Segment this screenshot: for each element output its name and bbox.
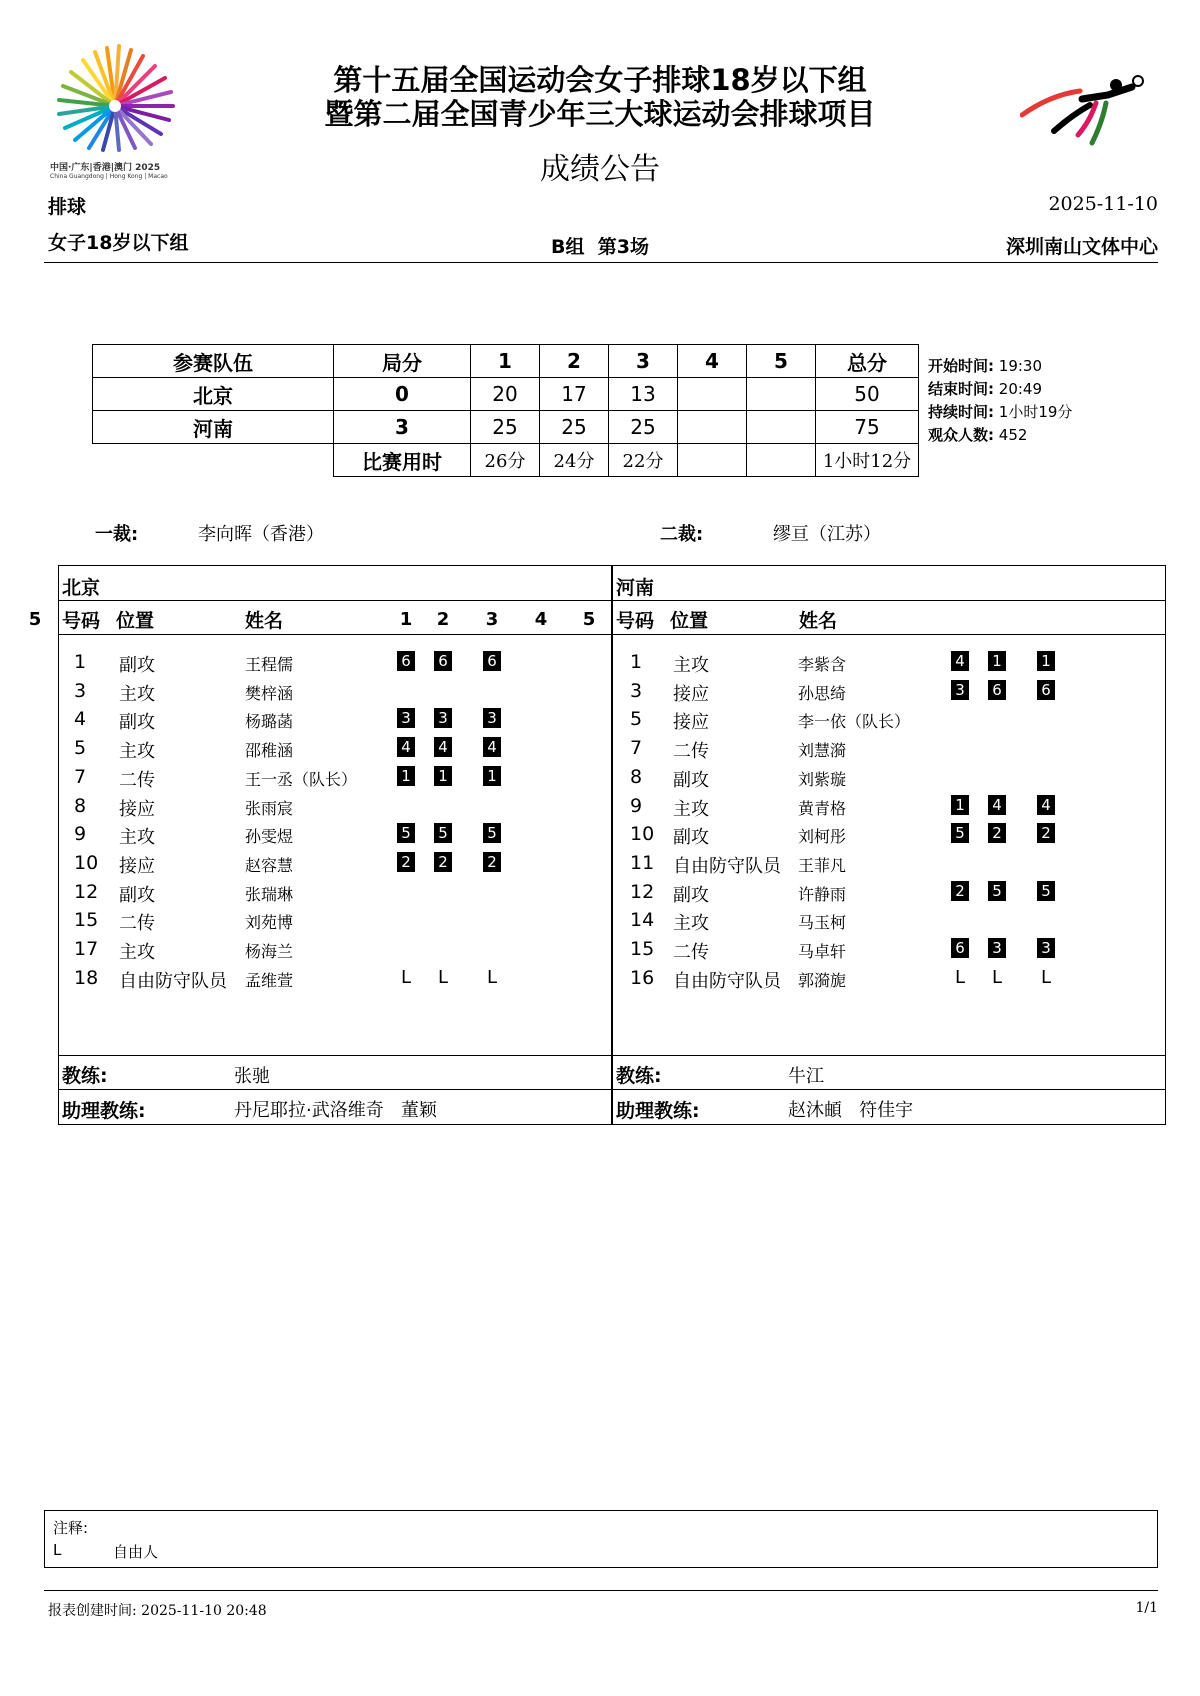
total-duration: 1小时12分 [816, 444, 919, 477]
row-divider [59, 1089, 611, 1090]
player-position: 接应 [673, 683, 709, 705]
coach-name: 牛江 [788, 1066, 824, 1087]
category-label: 女子18岁以下组 [48, 232, 189, 254]
duration-value: 1小时19分 [998, 403, 1073, 421]
player-name: 赵容慧 [245, 855, 294, 875]
title-line1: 第十五届全国运动会女子排球18岁以下组 [333, 63, 867, 97]
audience-label: 观众人数: [928, 426, 994, 444]
rotation-box: 2 [951, 881, 969, 901]
player-position: 副攻 [119, 712, 155, 734]
player-position: 自由防守队员 [673, 855, 781, 877]
player-position: 接应 [119, 798, 155, 820]
player-position: 二传 [673, 942, 709, 963]
rotation-box: 2 [483, 852, 501, 872]
assistant-coach-names: 丹尼耶拉·武洛维奇 董颖 [234, 1100, 437, 1121]
rotation-box: 6 [951, 938, 969, 958]
libero-mark: L [437, 966, 449, 988]
col-set: 3 [485, 609, 499, 630]
logo-subcaption: China Guangdong | Hong Kong | Macao [50, 173, 168, 180]
rotation-box: 1 [483, 766, 501, 786]
player-number: 3 [630, 679, 643, 702]
first-referee: 李向晖（香港） [198, 524, 324, 545]
set-score [678, 411, 747, 444]
player-name: 王菲凡 [798, 855, 847, 875]
match-info [928, 355, 1072, 447]
rotation-box: 3 [951, 680, 969, 700]
col-set1: 1 [471, 345, 540, 378]
set-duration: 22分 [609, 444, 678, 477]
player-position: 主攻 [673, 798, 709, 820]
col-set5: 5 [747, 345, 816, 378]
player-position: 主攻 [119, 827, 155, 849]
first-referee-label: 一裁: [95, 524, 139, 545]
col-name: 姓名 [799, 610, 838, 632]
notes-key: L [53, 1541, 62, 1559]
rotation-box: 4 [951, 651, 969, 671]
team-name: 北京 [93, 378, 334, 411]
coach-label: 教练: [616, 1065, 662, 1087]
set-duration: 24分 [540, 444, 609, 477]
assistant-coach-label: 助理教练: [616, 1100, 700, 1122]
coach-label: 教练: [62, 1065, 108, 1087]
libero-mark: L [486, 966, 498, 988]
rotation-box: 1 [951, 795, 969, 815]
header-divider [44, 262, 1158, 263]
footer-divider [44, 1590, 1158, 1591]
player-name: 樊梓涵 [245, 683, 294, 703]
player-number: 9 [74, 823, 87, 846]
set-score: 20 [471, 378, 540, 411]
col-set: 4 [534, 609, 548, 630]
rotation-box: 1 [1037, 651, 1055, 671]
rotation-box: 4 [1037, 795, 1055, 815]
player-number: 7 [74, 765, 87, 788]
col-team: 参赛队伍 [93, 345, 334, 378]
player-number: 15 [74, 909, 99, 932]
player-name: 孟维萱 [245, 970, 294, 990]
player-number: 16 [630, 966, 655, 989]
match-label: B组 第3场 [551, 236, 649, 258]
duration-label: 持续时间: [928, 403, 994, 421]
rotation-box: 5 [1037, 881, 1055, 901]
set-score [747, 411, 816, 444]
player-position: 副攻 [673, 769, 709, 791]
empty-cell [93, 444, 334, 477]
rotation-box: 5 [988, 881, 1006, 901]
player-position: 主攻 [119, 741, 155, 763]
set-score: 25 [471, 411, 540, 444]
player-name: 刘紫璇 [798, 769, 847, 789]
col-position: 位置 [670, 610, 709, 632]
duration-row [93, 444, 919, 477]
col-set: 2 [436, 609, 450, 630]
player-number: 1 [630, 651, 643, 673]
player-name: 马玉柯 [798, 913, 847, 933]
notes-value: 自由人 [113, 1543, 159, 1561]
row-divider [59, 600, 611, 601]
rotation-box: 6 [1037, 680, 1055, 700]
col-set4: 4 [678, 345, 747, 378]
player-number: 1 [74, 651, 87, 673]
rotation-box: 1 [434, 766, 452, 786]
player-position: 自由防守队员 [119, 970, 227, 992]
page-number: 1/1 [1135, 1600, 1158, 1616]
notes-label: 注释: [53, 1519, 89, 1537]
player-name: 黄青格 [798, 798, 847, 818]
player-position: 副攻 [119, 884, 155, 906]
set-score [747, 378, 816, 411]
set-duration [747, 444, 816, 477]
player-position: 主攻 [673, 655, 709, 676]
rotation-box: 5 [397, 823, 415, 843]
player-number: 17 [74, 938, 99, 960]
start-label: 开始时间: [928, 357, 994, 375]
set-duration: 26分 [471, 444, 540, 477]
title-line2: 暨第二届全国青少年三大球运动会排球项目 [324, 97, 876, 131]
rotation-box: 2 [434, 852, 452, 872]
row-divider [613, 1089, 1165, 1090]
rotation-box: 3 [988, 938, 1006, 958]
rotation-box: 6 [397, 651, 415, 671]
sport-label: 排球 [48, 196, 87, 218]
player-name: 马卓轩 [798, 942, 847, 961]
col-number: 号码 [616, 610, 655, 632]
player-position: 二传 [119, 769, 155, 791]
score-table [92, 344, 919, 477]
row-divider [613, 1055, 1165, 1056]
libero-mark: L [1040, 966, 1052, 988]
rotation-box: 1 [988, 651, 1006, 671]
player-name: 刘慧漪 [798, 741, 847, 761]
match-date: 2025-11-10 [1048, 193, 1158, 215]
rotation-box: 2 [397, 852, 415, 872]
set-score: 17 [540, 378, 609, 411]
set-score: 25 [540, 411, 609, 444]
set-score: 25 [609, 411, 678, 444]
player-name: 李一依（队长） [798, 712, 911, 732]
coach-name: 张驰 [234, 1066, 270, 1087]
rotation-box: 6 [483, 651, 501, 671]
player-number: 12 [630, 880, 655, 903]
rotation-box: 3 [397, 708, 415, 728]
venue-label: 深圳南山文体中心 [1005, 236, 1158, 258]
player-number: 12 [74, 880, 99, 903]
duration-label: 比赛用时 [334, 444, 471, 477]
col-set: 5 [28, 609, 42, 630]
rotation-box: 4 [988, 795, 1006, 815]
player-name: 张雨宸 [245, 798, 294, 818]
total-score: 50 [816, 378, 919, 411]
row-divider [59, 634, 611, 635]
player-position: 二传 [119, 913, 155, 935]
rotation-box: 4 [483, 737, 501, 757]
second-referee: 缪亘（江苏） [773, 524, 881, 545]
set-score [678, 378, 747, 411]
player-number: 5 [630, 708, 643, 731]
player-name: 张瑞琳 [245, 884, 294, 904]
rotation-box: 3 [483, 708, 501, 728]
libero-mark: L [954, 966, 966, 988]
start-time: 19:30 [998, 357, 1043, 375]
col-set: 1 [399, 609, 413, 630]
player-number: 4 [74, 708, 87, 731]
col-set2: 2 [540, 345, 609, 378]
roster-panel-beijing [58, 565, 612, 1125]
rotation-box: 3 [434, 708, 452, 728]
player-name: 刘柯彤 [798, 827, 847, 847]
player-name: 王程儒 [245, 655, 294, 674]
player-number: 10 [630, 823, 655, 846]
player-number: 11 [630, 851, 655, 874]
player-name: 郭漪旎 [798, 970, 847, 990]
rotation-box: 4 [397, 737, 415, 757]
logo-caption: 中国·广东|香港|澳门 2025 [50, 163, 161, 173]
col-set: 5 [582, 609, 596, 630]
rotation-box: 3 [1037, 938, 1055, 958]
player-position: 自由防守队员 [673, 970, 781, 992]
player-number: 3 [74, 679, 87, 702]
rotation-box: 5 [434, 823, 452, 843]
rotation-box: 6 [434, 651, 452, 671]
player-number: 18 [74, 966, 99, 989]
player-name: 孙雯煜 [245, 827, 294, 847]
player-position: 主攻 [119, 942, 155, 963]
rotation-box: 2 [988, 823, 1006, 843]
end-time: 20:49 [998, 380, 1043, 398]
results-title: 成绩公告 [540, 152, 660, 187]
player-number: 10 [74, 851, 99, 874]
player-number: 8 [630, 765, 643, 788]
player-number: 14 [630, 909, 655, 932]
player-position: 接应 [119, 855, 155, 877]
player-position: 接应 [673, 712, 709, 734]
player-name: 许静雨 [798, 884, 847, 904]
row-divider [613, 634, 1165, 635]
player-name: 刘苑博 [245, 913, 294, 933]
player-position: 副攻 [673, 884, 709, 906]
player-number: 5 [74, 737, 87, 760]
score-header-row [93, 345, 919, 378]
row-divider [613, 600, 1165, 601]
player-name: 孙思绮 [798, 683, 847, 703]
player-number: 7 [630, 737, 643, 760]
notes-box [44, 1510, 1158, 1568]
set-score: 13 [609, 378, 678, 411]
score-row-beijing [93, 378, 919, 411]
rotation-box: 5 [951, 823, 969, 843]
col-total: 总分 [816, 345, 919, 378]
second-referee-label: 二裁: [660, 524, 704, 545]
team-name: 河南 [93, 411, 334, 444]
col-sets-won: 局分 [334, 345, 471, 378]
team-name: 北京 [62, 577, 101, 599]
player-number: 9 [630, 794, 643, 817]
player-name: 杨璐菡 [245, 712, 294, 732]
sets-won: 3 [334, 411, 471, 444]
player-position: 副攻 [673, 827, 709, 849]
player-position: 二传 [673, 741, 709, 763]
set-duration [678, 444, 747, 477]
rotation-box: 6 [988, 680, 1006, 700]
rotation-box: 1 [397, 766, 415, 786]
player-position: 主攻 [119, 683, 155, 705]
total-score: 75 [816, 411, 919, 444]
end-label: 结束时间: [928, 380, 994, 398]
row-divider [59, 1055, 611, 1056]
rotation-box: 5 [483, 823, 501, 843]
col-position: 位置 [116, 610, 155, 632]
player-number: 8 [74, 794, 87, 817]
player-position: 副攻 [119, 655, 155, 676]
libero-mark: L [991, 966, 1003, 988]
assistant-coach-label: 助理教练: [62, 1100, 146, 1122]
player-name: 李紫含 [798, 655, 847, 674]
player-position: 主攻 [673, 913, 709, 935]
assistant-coach-names: 赵沐頔 符佳宇 [788, 1100, 914, 1121]
player-number: 15 [630, 938, 655, 960]
rotation-box: 4 [434, 737, 452, 757]
libero-mark: L [400, 966, 412, 988]
report-created: 报表创建时间: 2025-11-10 20:48 [48, 1603, 267, 1619]
col-set3: 3 [609, 345, 678, 378]
player-name: 杨海兰 [245, 942, 294, 961]
rotation-box: 2 [1037, 823, 1055, 843]
col-name: 姓名 [245, 610, 284, 632]
team-name: 河南 [616, 577, 655, 599]
col-number: 号码 [62, 610, 101, 632]
player-name: 王一丞（队长） [245, 769, 358, 789]
score-row-henan [93, 411, 919, 444]
audience-value: 452 [998, 426, 1028, 444]
sets-won: 0 [334, 378, 471, 411]
player-name: 邵稚涵 [245, 741, 294, 761]
